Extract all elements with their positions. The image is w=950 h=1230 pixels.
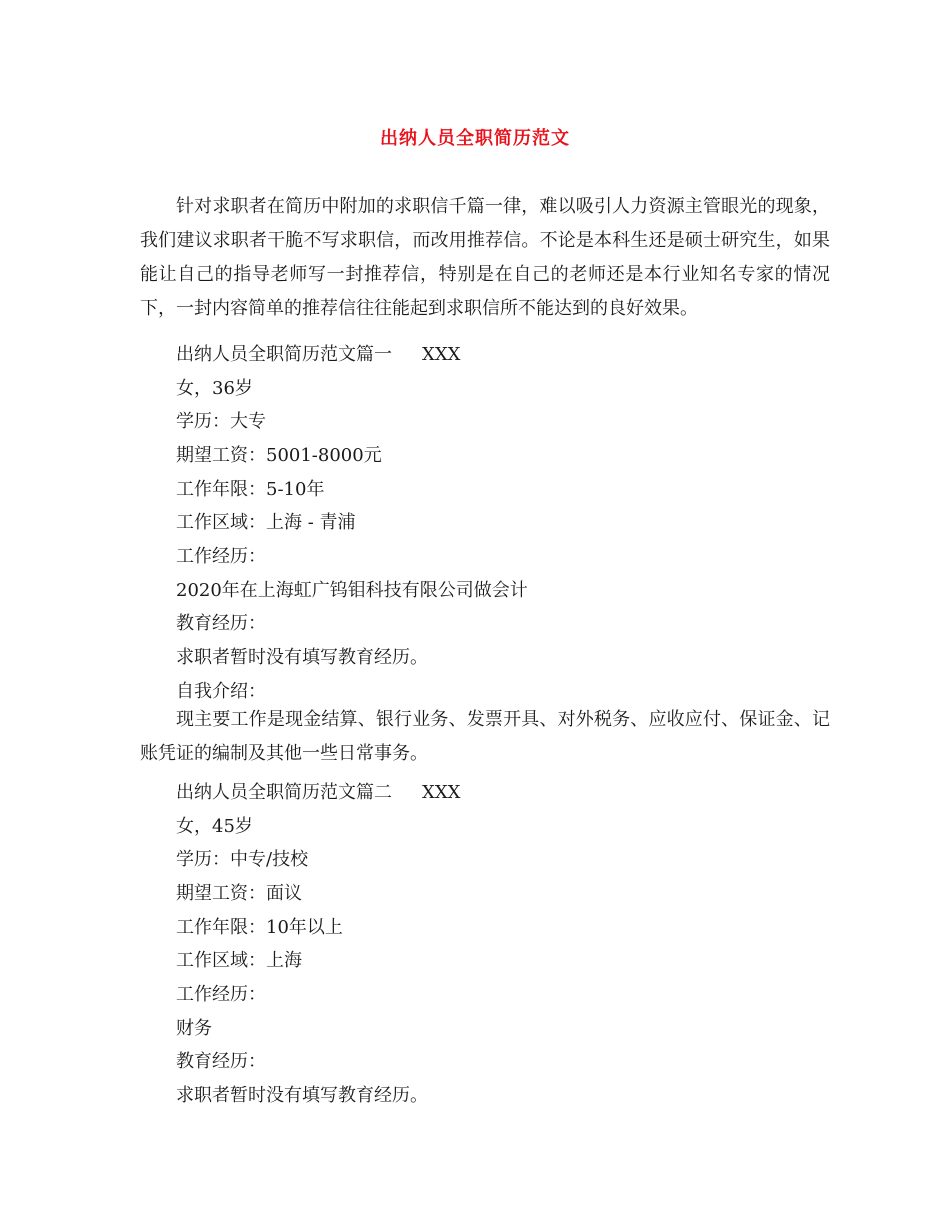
- resume2-years: 工作年限：10年以上: [176, 917, 343, 938]
- resume1-salary: 期望工资：5001-8000元: [176, 445, 382, 466]
- resume1-self-label: 自我介绍：: [176, 681, 266, 702]
- resume1-years: 工作年限：5-10年: [176, 479, 325, 500]
- resume1-education-level: 学历：大专: [176, 411, 266, 432]
- resume1-heading: 出纳人员全职简历范文篇一: [176, 344, 392, 365]
- page-title: 出纳人员全职简历范文: [380, 128, 570, 149]
- resume2-edu-label: 教育经历：: [176, 1051, 266, 1072]
- resume2-work: 财务: [176, 1018, 212, 1039]
- resume1-edu: 求职者暂时没有填写教育经历。: [176, 647, 428, 668]
- resume2-education-level: 学历：中专/技校: [176, 849, 309, 870]
- resume2-salary: 期望工资：面议: [176, 883, 302, 904]
- resume1-self: 现主要工作是现金结算、银行业务、发票开具、对外税务、应收应付、保证金、记账凭证的编制及其他一些日常事务。: [140, 709, 830, 764]
- resume1-edu-label: 教育经历：: [176, 613, 266, 634]
- resume2-heading-line: [176, 778, 460, 804]
- resume2-heading: 出纳人员全职简历范文篇二: [176, 782, 392, 803]
- resume1-work-label: 工作经历：: [176, 546, 266, 567]
- resume1-work: 2020年在上海虹广钨钼科技有限公司做会计: [176, 580, 528, 601]
- resume1-name: XXX: [422, 344, 461, 365]
- resume1-area: 工作区域：上海 - 青浦: [176, 512, 356, 533]
- intro-paragraph: 针对求职者在简历中附加的求职信千篇一律，难以吸引人力资源主管眼光的现象，我们建议求职者干脆不写求职信，而改用推荐信。不论是本科生还是硕士研究生，如果能让自己的指导老师写一封推荐信，特别是在自己的老师还是本行业知名专家的情况下，一封内容简单的推荐信往往能起到求职信所不能达到的良好效果。: [140, 196, 830, 319]
- resume2-name: XXX: [422, 782, 461, 803]
- resume2-work-label: 工作经历：: [176, 984, 266, 1005]
- resume1-heading-line: [176, 340, 460, 366]
- resume2-edu: 求职者暂时没有填写教育经历。: [176, 1085, 428, 1106]
- resume2-gender-age: 女，45岁: [176, 816, 253, 837]
- resume2-area: 工作区域：上海: [176, 950, 302, 971]
- resume1-gender-age: 女，36岁: [176, 378, 253, 399]
